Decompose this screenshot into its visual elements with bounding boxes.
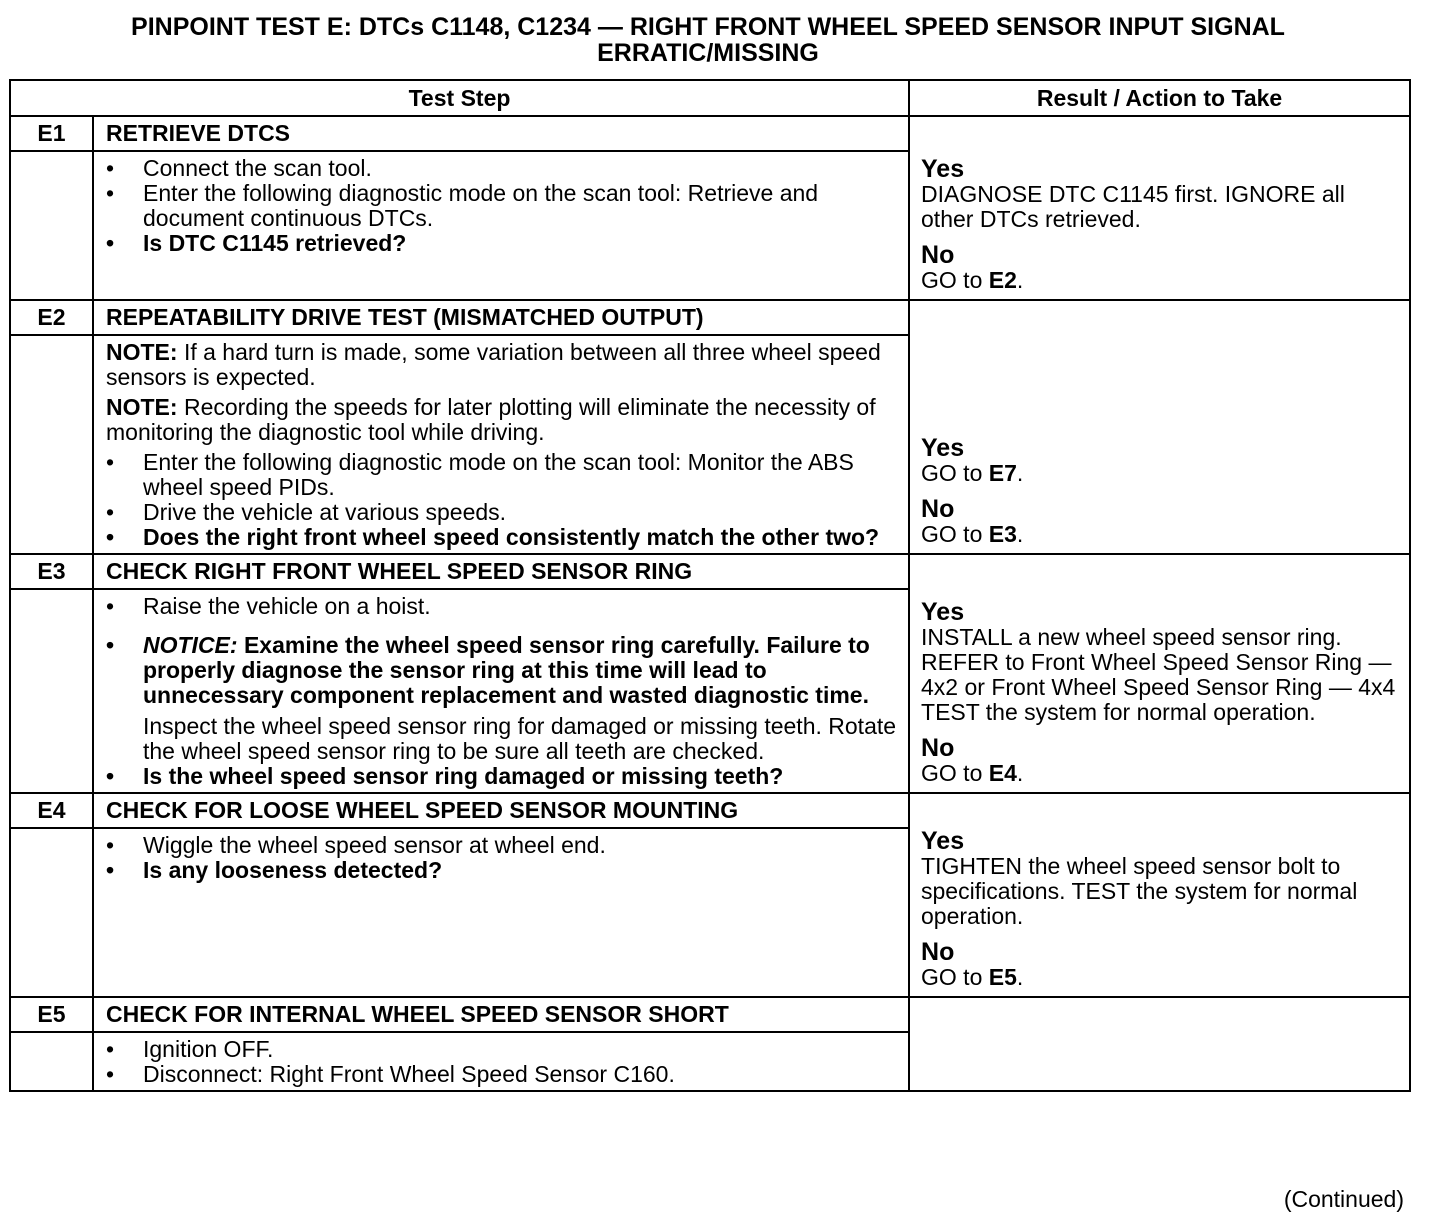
step-e5-title-row (10, 997, 1410, 1032)
inspect-text: Inspect the wheel speed sensor ring for damaged or missing teeth. Rotate the wheel speed sensor ring to be sure all teeth are checked. (143, 713, 897, 764)
step-e1-title-row (10, 116, 1410, 151)
step-ref-e2: E2 (988, 267, 1017, 293)
no-text-e2: GO to E3. (921, 521, 1024, 547)
yes-text-e2: GO to E7. (921, 460, 1024, 486)
step-title-e5: CHECK FOR INTERNAL WHEEL SPEED SENSOR SHORT (93, 997, 909, 1032)
list-item: • Disconnect: Right Front Wheel Speed Sensor C160. (106, 1062, 898, 1087)
header-test-step: Test Step (10, 80, 909, 116)
list-item-notice: • NOTICE: Examine the wheel speed sensor ring carefully. Failure to properly diagnose the sensor ring at this time will lead to unnecessary component replacement and wasted diagnostic time. (106, 633, 898, 708)
step-e2-title-row (10, 300, 1410, 335)
list-item-question: • Is the wheel speed sensor ring damaged or missing teeth? (106, 764, 898, 789)
no-text-e3: GO to E4. (921, 760, 1024, 786)
list-item: • Raise the vehicle on a hoist. (106, 594, 898, 619)
page-title (0, 14, 1416, 66)
list-item: • Ignition OFF. (106, 1037, 898, 1062)
step-id-e5: E5 (10, 997, 93, 1032)
step-ref-e3: E3 (988, 521, 1017, 547)
step-e3-title-row (10, 554, 1410, 589)
no-label-e4: No (921, 938, 955, 966)
yes-tail-e3: TEST the system for normal operation. (921, 699, 1316, 725)
list-item-question: • Is DTC C1145 retrieved? (106, 231, 898, 256)
list-item-question: • Is any looseness detected? (106, 858, 898, 883)
step-title-e4: CHECK FOR LOOSE WHEEL SPEED SENSOR MOUNTING (93, 793, 909, 828)
title-line-2: ERRATIC/MISSING (597, 39, 819, 67)
yes-text-e3: INSTALL a new wheel speed sensor ring. REFER to Front Wheel Speed Sensor Ring — 4x2 or Front Wheel Speed Sensor Ring — 4x4 (921, 624, 1396, 700)
header-result: Result / Action to Take (909, 80, 1410, 116)
header-row (10, 80, 1410, 116)
step-ref-e5: E5 (988, 964, 1017, 990)
step-id-e4: E4 (10, 793, 93, 828)
note-2: NOTE: Recording the speeds for later plotting will eliminate the necessity of monitoring the diagnostic tool while driving. (106, 394, 876, 445)
yes-text-e1: DIAGNOSE DTC C1145 first. IGNORE all other DTCs retrieved. (921, 181, 1345, 232)
step-body-e4 (93, 828, 909, 997)
yes-label-e4: Yes (921, 827, 965, 855)
list-item: • Drive the vehicle at various speeds. (106, 500, 898, 525)
pinpoint-test-table (9, 79, 1411, 1092)
yes-label-e1: Yes (921, 155, 965, 183)
yes-text-e4: TIGHTEN the wheel speed sensor bolt to specifications. TEST the system for normal operation. (921, 853, 1358, 929)
result-e4 (909, 793, 1410, 997)
result-e5 (909, 997, 1410, 1091)
list-item-question: • Does the right front wheel speed consistently match the other two? (106, 525, 898, 550)
result-e1 (909, 116, 1410, 300)
step-body-e5 (93, 1032, 909, 1091)
list-item: • Connect the scan tool. (106, 156, 898, 181)
step-id-e1: E1 (10, 116, 93, 151)
step-body-e1 (93, 151, 909, 300)
no-label-e1: No (921, 241, 955, 269)
yes-label-e2: Yes (921, 434, 965, 462)
note-1: NOTE: If a hard turn is made, some variation between all three wheel speed sensors is expected. (106, 339, 881, 390)
step-title-e1: RETRIEVE DTCS (93, 116, 909, 151)
no-text-e1: GO to E2. (921, 267, 1024, 293)
step-ref-e7: E7 (988, 460, 1017, 486)
list-item: • Wiggle the wheel speed sensor at wheel end. (106, 833, 898, 858)
no-label-e3: No (921, 734, 955, 762)
title-line-1: PINPOINT TEST E: DTCs C1148, C1234 — RIGHT FRONT WHEEL SPEED SENSOR INPUT SIGNAL (131, 13, 1285, 41)
step-e4-title-row (10, 793, 1410, 828)
result-e3 (909, 554, 1410, 793)
result-e2 (909, 300, 1410, 554)
no-label-e2: No (921, 495, 955, 523)
step-ref-e4: E4 (988, 760, 1017, 786)
list-item: • Enter the following diagnostic mode on the scan tool: Retrieve and document continuous DTCs. (106, 181, 898, 231)
step-id-e2: E2 (10, 300, 93, 335)
step-body-e2 (93, 335, 909, 554)
list-item: • Enter the following diagnostic mode on the scan tool: Monitor the ABS wheel speed PIDs. (106, 450, 898, 500)
step-id-e3: E3 (10, 554, 93, 589)
step-title-e3: CHECK RIGHT FRONT WHEEL SPEED SENSOR RING (93, 554, 909, 589)
step-title-e2: REPEATABILITY DRIVE TEST (MISMATCHED OUTPUT) (93, 300, 909, 335)
yes-label-e3: Yes (921, 598, 965, 626)
continued-label: (Continued) (1283, 1186, 1404, 1212)
step-body-e3 (93, 589, 909, 793)
no-text-e4: GO to E5. (921, 964, 1024, 990)
